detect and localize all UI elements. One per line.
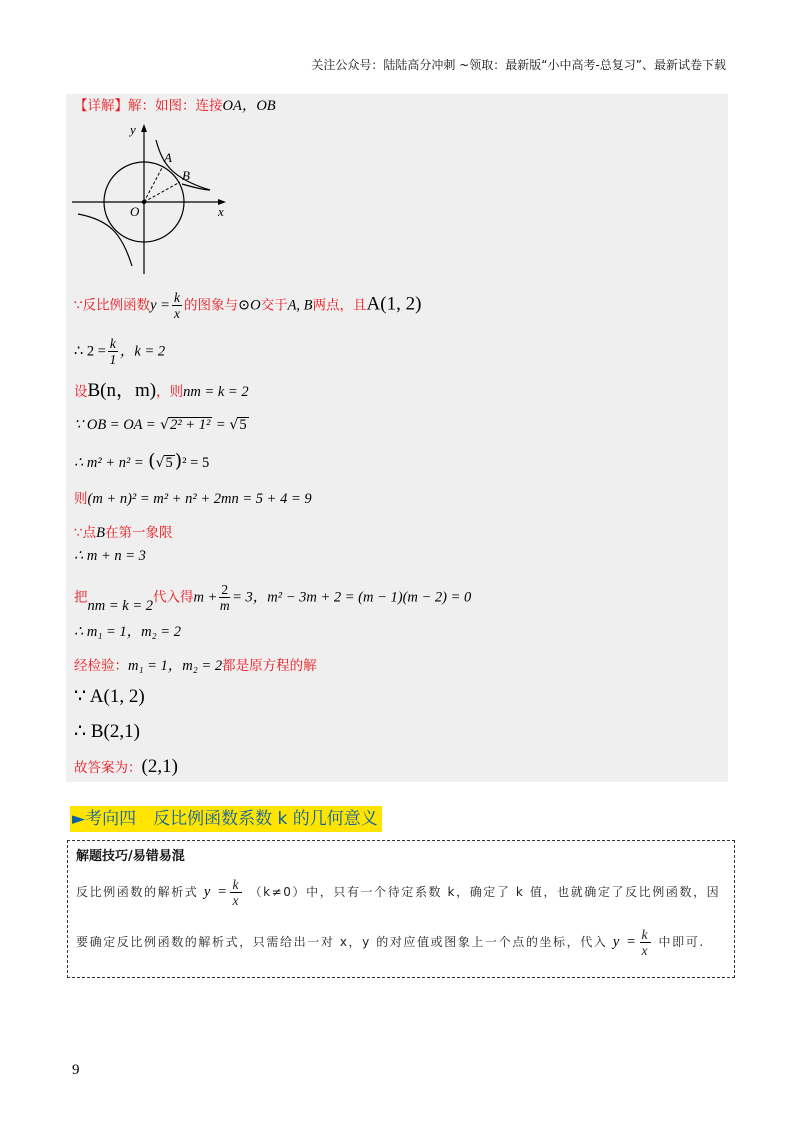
solution-line-7: ∵点B在第一象限 [74, 525, 173, 541]
solution-line-2: ∴ 2 = $\frac{k}{1}$ ，k = 2 [74, 336, 166, 367]
tip-title: 解题技巧/易错易混 [76, 849, 185, 864]
label-y: y [130, 122, 136, 137]
label-b: B [182, 168, 190, 183]
heading-text: 解：如图：连接 [128, 98, 223, 114]
solution-line-8: ∴ m + n = 3 [74, 548, 146, 564]
solution-line-1: ∵反比例函数y = $\frac{k}{x}$ 的图象与⊙O交于A, B两点，且A(1, 2) [74, 290, 422, 321]
heading-math: OA，OB [222, 98, 276, 114]
solution-line-4: ∵ OB = OA = √2² + 1² = √5 [74, 417, 247, 433]
hyperbola-branch-2 [78, 214, 132, 266]
tip-box [67, 840, 735, 978]
page-number: 9 [72, 1062, 80, 1078]
solution-line-14: 故答案为：(2,1) [74, 756, 178, 777]
tip-line-2: 要确定反比例函数的解析式，只需给出一对 x，y 的对应值或图象上一个点的坐标，代入 y = $\frac{k}{x}$ 中即可. [76, 927, 705, 958]
fraction-k-over-x: $\frac{k}{x}$ [173, 290, 180, 321]
y-axis-arrow [141, 124, 147, 132]
section-heading: ►考向四 反比例函数系数 k 的几何意义 [70, 806, 382, 832]
point-o [142, 200, 146, 204]
label-o: O [130, 204, 140, 219]
heading-bracket: 【详解】 [74, 98, 128, 114]
label-a: A [164, 150, 172, 165]
tip-fraction-1: $\frac{k}{x}$ [232, 877, 241, 908]
tip-fraction-2: $\frac{k}{x}$ [641, 927, 650, 958]
solution-line-9: 把nm = k = 2代入得m + $\frac{2}{m}$ = 3，m² − 3m + 2 = (m − 1)(m − 2) = 0 [74, 582, 472, 614]
fraction-k-over-1: $\frac{k}{1}$ [109, 336, 117, 367]
solution-line-12: ∵ A(1, 2) [74, 686, 145, 707]
solution-line-13: ∴ B(2,1) [74, 721, 140, 742]
solution-line-5: ∴ m² + n² = (√5 )² = 5 [74, 450, 210, 472]
solution-line-10: ∴ m₁ = 1，m₂ = 2 [74, 624, 181, 640]
fraction-2-over-m: $\frac{2}{m}$ [219, 582, 230, 613]
circle-hyperbola-figure [70, 118, 240, 278]
solution-heading [74, 96, 276, 116]
solution-line-11: 经检验：m₁ = 1，m₂ = 2都是原方程的解 [74, 658, 317, 674]
page-header: 关注公众号：陆陆高分冲刺 ~领取：最新版“小中高考-总复习”、最新试卷下载 [311, 58, 726, 72]
solution-line-3: 设B(n，m)，则nm = k = 2 [74, 380, 249, 401]
label-x: x [218, 204, 224, 219]
solution-line-6: 则(m + n)² = m² + n² + 2mn = 5 + 4 = 9 [74, 491, 312, 507]
tip-line-1: 反比例函数的解析式 y = $\frac{k}{x}$ （k≠0）中，只有一个待定系数 k，确定了 k 值，也就确定了反比例函数，因 [76, 877, 721, 908]
